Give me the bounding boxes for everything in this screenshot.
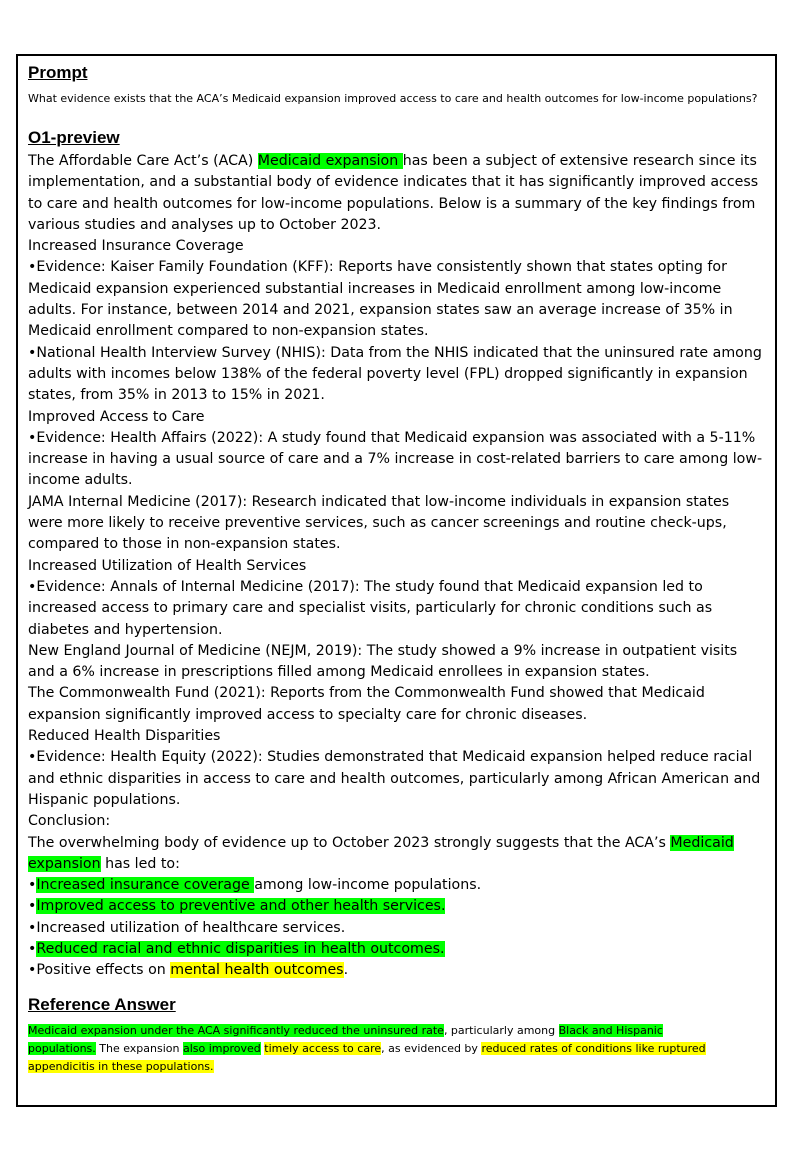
text-line xyxy=(28,513,768,534)
text-segment: Reduced Health Disparities xyxy=(28,728,221,745)
text-segment: •Evidence: Kaiser Family Foundation (KFF): Reports have consistently shown that states opting for xyxy=(28,259,727,276)
text-line xyxy=(28,385,768,406)
text-segment: Conclusion: xyxy=(28,813,111,830)
text-line xyxy=(28,811,768,832)
text-segment: Hispanic populations. xyxy=(28,791,181,808)
reference-answer-heading: Reference Answer xyxy=(28,994,176,1014)
text-segment: •National Health Interview Survey (NHIS): Data from the NHIS indicated that the uninsured rate among xyxy=(28,344,762,361)
text-line xyxy=(28,194,768,215)
text-segment: states, from 35% in 2013 to 15% in 2021. xyxy=(28,387,325,404)
yellow-highlight: mental health outcomes xyxy=(170,962,344,979)
text-segment: , as evidenced by xyxy=(381,1041,482,1055)
text-segment: Medicaid enrollment compared to non-expansion states. xyxy=(28,323,429,340)
text-line xyxy=(28,151,768,172)
text-segment: Increased Insurance Coverage xyxy=(28,238,244,255)
text-segment: increase in having a usual source of care and a 7% increase in cost-related barriers to care among low- xyxy=(28,451,763,468)
text-segment: , particularly among xyxy=(443,1023,559,1037)
text-segment: •Evidence: Health Affairs (2022): A study found that Medicaid expansion was associated with a 5-11% xyxy=(28,429,756,446)
text-segment: adults. For instance, between 2014 and 2021, expansion states saw an average increase of 35% in xyxy=(28,302,733,319)
text-line xyxy=(28,1058,768,1076)
yellow-highlight: reduced rates of conditions like ruptured xyxy=(481,1041,706,1055)
text-line xyxy=(28,790,768,811)
text-segment: implementation, and a substantial body of evidence indicates that it has significantly improved access xyxy=(28,174,759,191)
text-segment: •Positive effects on xyxy=(28,962,171,979)
text-segment: increased access to primary care and specialist visits, particularly for chronic conditions such as xyxy=(28,600,713,617)
text-line xyxy=(28,939,768,960)
text-line xyxy=(28,896,768,917)
text-segment: •Evidence: Health Equity (2022): Studies demonstrated that Medicaid expansion helped reduce racial xyxy=(28,749,753,766)
text-segment: has led to: xyxy=(100,855,180,872)
text-segment: . xyxy=(343,962,349,979)
yellow-highlight: appendicitis in these populations. xyxy=(28,1059,214,1073)
text-line xyxy=(28,1040,768,1058)
text-segment: adults with incomes below 138% of the federal poverty level (FPL) dropped significantly in expansion xyxy=(28,365,748,382)
text-line xyxy=(28,279,768,300)
text-segment: compared to those in non-expansion states. xyxy=(28,536,341,553)
text-segment: •Evidence: Annals of Internal Medicine (2017): The study found that Medicaid expansion led to xyxy=(28,578,703,595)
text-segment: The expansion xyxy=(95,1041,183,1055)
text-line xyxy=(28,854,768,875)
text-segment: Improved Access to Care xyxy=(28,408,205,425)
text-line xyxy=(28,492,768,513)
text-segment: among low-income populations. xyxy=(254,877,482,894)
text-line xyxy=(28,534,768,555)
green-highlight: also improved xyxy=(182,1041,261,1055)
text-line xyxy=(28,1022,768,1040)
text-line xyxy=(28,470,768,491)
text-segment: Increased Utilization of Health Services xyxy=(28,557,307,574)
green-highlight: Medicaid xyxy=(670,834,734,851)
green-highlight: Improved access to preventive and other health services. xyxy=(36,898,446,915)
text-segment: and a 6% increase in prescriptions filled among Medicaid enrollees in expansion states. xyxy=(28,664,650,681)
green-highlight: Increased insurance coverage xyxy=(36,877,255,894)
text-segment: JAMA Internal Medicine (2017): Research indicated that low-income individuals in expansion states xyxy=(28,493,730,510)
text-line xyxy=(28,343,768,364)
document-content xyxy=(28,62,768,1076)
text-line xyxy=(28,641,768,662)
text-line xyxy=(28,257,768,278)
text-segment: and ethnic disparities in access to care and health outcomes, particularly among African American and xyxy=(28,770,761,787)
text-line xyxy=(28,620,768,641)
text-segment: •Increased utilization of healthcare services. xyxy=(28,919,346,936)
text-line xyxy=(28,364,768,385)
o1-preview-answer xyxy=(28,151,768,982)
text-line xyxy=(28,683,768,704)
text-segment: various studies and analyses up to October 2023. xyxy=(28,216,382,233)
text-line xyxy=(28,875,768,896)
green-highlight: expansion xyxy=(28,855,101,872)
text-line xyxy=(28,428,768,449)
text-line xyxy=(28,215,768,236)
text-segment: were more likely to receive preventive services, such as cancer screenings and routine check-ups, xyxy=(28,515,727,532)
text-segment: diabetes and hypertension. xyxy=(28,621,223,638)
o1-preview-heading: O1-preview xyxy=(28,128,120,147)
reference-answer-text xyxy=(28,1022,768,1076)
content-frame xyxy=(16,54,777,1107)
text-line xyxy=(28,726,768,747)
text-line xyxy=(28,407,768,428)
text-segment: to care and health outcomes for low-income populations. Below is a summary of the key findings from xyxy=(28,195,756,212)
text-line xyxy=(28,662,768,683)
text-segment: Medicaid expansion experienced substantial increases in Medicaid enrollment among low-income xyxy=(28,280,722,297)
yellow-highlight: timely access to care xyxy=(264,1041,382,1055)
text-line xyxy=(28,747,768,768)
green-highlight: populations. xyxy=(28,1041,96,1055)
text-segment: • xyxy=(28,940,37,957)
text-line xyxy=(28,705,768,726)
text-line xyxy=(28,236,768,257)
text-segment: has been a subject of extensive research since its xyxy=(402,153,757,169)
text-segment: • xyxy=(28,877,37,894)
text-line xyxy=(28,556,768,577)
text-line xyxy=(28,960,768,981)
text-segment: • xyxy=(28,898,37,915)
text-segment: The overwhelming body of evidence up to October 2023 strongly suggests that the ACA’s xyxy=(28,834,671,851)
green-highlight: Black and Hispanic xyxy=(558,1023,663,1037)
text-line xyxy=(28,598,768,619)
text-line xyxy=(28,172,768,193)
text-segment: The Affordable Care Act’s (ACA) xyxy=(28,153,258,169)
text-line xyxy=(28,918,768,939)
green-highlight: Reduced racial and ethnic disparities in health outcomes. xyxy=(36,940,445,957)
text-line xyxy=(28,321,768,342)
green-highlight: Medicaid expansion under the ACA significantly reduced the uninsured rate xyxy=(28,1023,444,1037)
text-segment: The Commonwealth Fund (2021): Reports from the Commonwealth Fund showed that Medicaid xyxy=(28,685,705,702)
prompt-heading: Prompt xyxy=(28,63,88,82)
prompt-text: What evidence exists that the ACA’s Medicaid expansion improved access to care and health outcomes for low-income populations? xyxy=(28,92,758,105)
text-line xyxy=(28,300,768,321)
green-highlight: Medicaid expansion xyxy=(257,153,403,169)
text-line xyxy=(28,833,768,854)
text-segment: expansion significantly improved access to specialty care for chronic diseases. xyxy=(28,706,588,723)
text-segment: New England Journal of Medicine (NEJM, 2019): The study showed a 9% increase in outpatient visits xyxy=(28,642,738,659)
text-segment: income adults. xyxy=(28,472,133,489)
text-line xyxy=(28,769,768,790)
text-line xyxy=(28,449,768,470)
text-line xyxy=(28,577,768,598)
